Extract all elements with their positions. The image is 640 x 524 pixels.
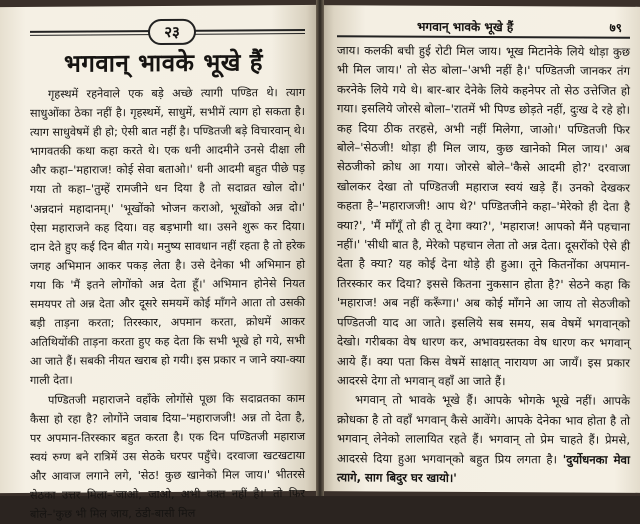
paragraph-text: भगवान् तो भावके भूखे हैं। आपके भोगके भूखे नहीं। आपके क्रोधका है तो वहाँ भगवान् कैसे आवेंगे। आपके देनेका भाव होता है तो भगवान् लेनेको लालायित रहते हैं। भगवान् तो प्रेम चाहते हैं। प्रेमसे, आदरसे दिया हुआ भगवान्‌को बहुत प्रिय लगता है। — [337, 392, 630, 466]
chapter-header — [30, 17, 305, 45]
paragraph: गृहस्थमें रहनेवाले एक बड़े अच्छे त्यागी पण्डित थे। त्याग साधुओंका ठेका नहीं है। गृहस्थमें, साधुमें, सभीमें त्याग हो सकता है। त्याग साधुवेषमें ही हो; ऐसी बात नहीं है। पण्डितजी बड़े विचारवान् थे। भागवतकी कथा कहा करते थे। एक धनी आदमीने उनसे दीक्षा ली और कहा–'महाराज! कोई सेवा बताओ।' धनी आदमी बहुत पीछे पड़ गया तो कहा–'तुम्हें रामजीने धन दिया है तो सदाव्रत खोल दो।' 'अन्नदानं महादानम्।' 'भूखोंको भोजन कराओ, भूखोंको अन्न दो।' ऐसा महाराजने कह दिया। वह बड़भागी था। उसने शुरू कर दिया। दान देते हुए कई दिन बीत गये। मनुष्य सावधान नहीं रहता है तो हरेक जगह अभिमान आकर पकड़ लेता है। उसे देनेका भी अभिमान हो गया कि 'मैं इतने लोगोंको अन्न देता हूँ।' अभिमान होनेसे नियत समयपर तो अन्न देता और दूसरे समयमें कोई माँगने आता तो उसकी बड़ी ताड़ना करता; तिरस्कार, अपमान करता, क्रोधमें आकर अतिथियोंकी ताड़ना करता हुए कह देता कि सभी भूखे हो गये, सभी आ जाते हैं। सबकी नीयत खराब हो गयी। इस प्रकार न जाने क्या-क्या गाली देता। — [30, 85, 305, 388]
left-page — [0, 5, 319, 521]
chapter-title: भगवान् भावके भूखे हैं — [64, 48, 263, 78]
paragraph: पण्डितजी महाराजने वहाँके लोगोंसे पूछा कि सदाव्रतका काम कैसा हो रहा है? लोगोंने जवाब दिया–'महाराजजी! अन्न तो देता है, पर अपमान-तिरस्कार बहुत करता है। एक दिन पण्डितजी महाराज स्वयं रुग्ण बने रात्रिमें उस सेठके घरपर पहुँचे। दरवाजा खटखटाया और आवाज लगाने लगे, 'सेठ! कुछ खानेको मिल जाय।' भीतरसे सेठका उत्तर मिला–'जाओ, जाओ, अभी वक्त नहीं है।' तो फिर बोले–'कुछ भी मिल जाय, ठंडी-बासी मिल — [30, 391, 305, 521]
right-page-body — [337, 41, 630, 489]
running-title: भगवान् भावके भूखे हैं — [417, 19, 514, 35]
chapter-number: २३ — [148, 19, 196, 45]
paragraph — [337, 391, 630, 490]
book-gutter — [316, 0, 324, 496]
running-header — [337, 15, 630, 39]
paragraph: जाय। कलकी बची हुई रोटी मिल जाय। भूख मिटानेके लिये थोड़ा कुछ भी मिल जाय।' तो सेठ बोला–'अभी नहीं है।' पण्डितजी जानकर तंग करनेके लिये गये थे। बार-बार देनेके लिये कहनेपर तो सेठ उत्तेजित हो गया। इसलिये जोरसे बोला–'रातमें भी पिण्ड छोड़ते नहीं, दुःख दे रहे हो। कह दिया ठीक तरहसे, अभी नहीं मिलेगा, जाओ।' पण्डितजी फिर बोले–'सेठजी! थोड़ा ही मिल जाय, कुछ खानेको मिल जाय।' अब सेठजीको क्रोध आ गया। जोरसे बोले–'कैसे आदमी हो?' दरवाजा खोलकर देखा तो पण्डितजी महाराज स्वयं खड़े हैं। उनको देखकर कहता है–'महाराजजी! आप थे?' पण्डितजीने कहा–'मेरेको ही देता है क्या?', 'मैं माँगूँ तो ही तू देगा क्या?', 'महाराज! आपको मैंने पहचाना नहीं।' 'सीधी बात है, मेरेको पहचान लेता तो अन्न देता। दूसरोंको ऐसे ही देता है क्या? यह कोई देना थोड़े ही हुआ। तूने कितनोंका अपमान-तिरस्कार कर दिया? इससे कितना नुकसान होता है?' सेठने कहा कि 'महाराज! अब नहीं करूँगा।' अब कोई माँगने आ जाय तो सेठजीको पण्डितजी याद आ जाते। इसलिये सब समय, सब वेषमें भगवान्‌को देखो। गरीबका वेष धारण कर, अभावग्रस्तका वेष धारण कर भगवान् आये हैं। क्या पता किस वेषमें साक्षात् नारायण आ जायँ। इस प्रकार आदरसे देगा तो भगवान् वहाँ आ जाते हैं। — [337, 43, 630, 389]
page-number: ७९ — [609, 20, 622, 35]
closing-quote: 'दुर्योधनका मेवा त्यागे, साग बिदुर घर खायो।' — [337, 451, 631, 485]
right-page — [321, 5, 640, 493]
left-page-body — [30, 83, 305, 524]
